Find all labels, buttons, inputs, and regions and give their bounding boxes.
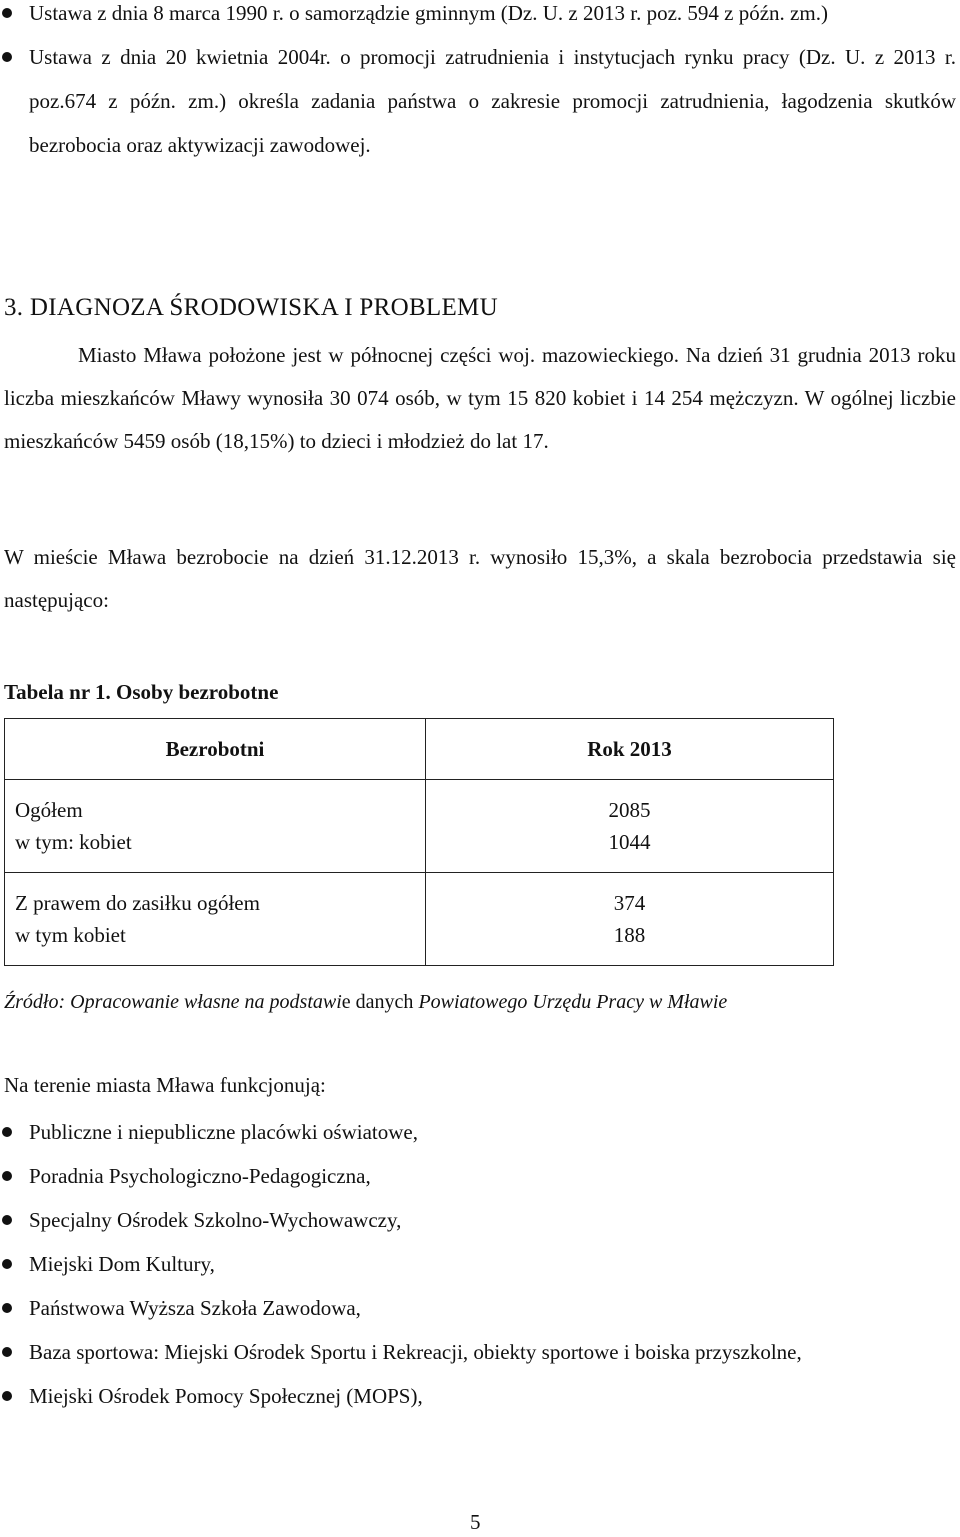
unemployment-paragraph: W mieście Mława bezrobocie na dzień 31.12.2013 r. wynosiło 15,3%, a skala bezrobocia przedstawia się następująco:: [4, 545, 956, 612]
list-item: [0, 1198, 960, 1242]
bullet-icon: [2, 1127, 12, 1137]
table-source-note: [4, 991, 727, 1014]
table-header-cell: Bezrobotni: [5, 719, 426, 780]
bullet-icon: [2, 52, 12, 62]
source-text-italic: Powiatowego Urzędu Pracy w Mławie: [418, 991, 728, 1013]
list-item: [0, 1286, 960, 1330]
list-item: [0, 1154, 960, 1198]
source-text-italic: Źródło: Opracowanie własne na podstawi: [4, 991, 342, 1013]
table-cell-label: Ogółem: [5, 780, 426, 827]
unemployed-table: [4, 718, 834, 966]
institution-text: Specjalny Ośrodek Szkolno-Wychowawczy,: [29, 1208, 402, 1232]
table-row: [5, 826, 834, 873]
table-cell-value: 374: [426, 873, 834, 920]
legal-act-text: Ustawa z dnia 8 marca 1990 r. o samorządzie gminnym (Dz. U. z 2013 r. poz. 594 z późn. zm.): [29, 1, 828, 25]
bullet-icon: [2, 1171, 12, 1181]
list-item: [0, 0, 960, 35]
legal-act-text: Ustawa z dnia 20 kwietnia 2004r. o promocji zatrudnienia i instytucjach rynku pracy (Dz. U. z 2013 r. poz.674 z późn. zm.) określa zadania państwa o zakresie promocji zatrudnienia, łagodzenia skutków bezrobocia oraz aktywizacji zawodowej.: [29, 45, 956, 157]
table-row: [5, 873, 834, 920]
table-cell-label: w tym kobiet: [5, 919, 426, 966]
bullet-icon: [2, 1259, 12, 1269]
table-row: [5, 919, 834, 966]
legal-acts-list: [0, 0, 960, 167]
population-paragraph: Miasto Mława położone jest w północnej części woj. mazowieckiego. Na dzień 31 grudnia 2013 roku liczba mieszkańców Mławy wynosiła 30 074 osób, w tym 15 820 kobiet i 14 254 mężczyzn. W ogólnej liczbie mieszkańców 5459 osób (18,15%) to dzieci i młodzież do lat 17.: [4, 343, 956, 453]
institution-text: Państwowa Wyższa Szkoła Zawodowa,: [29, 1296, 361, 1320]
institution-text: Baza sportowa: Miejski Ośrodek Sportu i Rekreacji, obiekty sportowe i boiska przyszkolne,: [29, 1340, 802, 1364]
list-item: [0, 35, 960, 167]
institutions-list: [0, 1110, 960, 1418]
list-item: [0, 1242, 960, 1286]
table-caption: Tabela nr 1. Osoby bezrobotne: [4, 680, 279, 704]
institution-text: Poradnia Psychologiczno-Pedagogiczna,: [29, 1164, 371, 1188]
table-cell-value: 188: [426, 919, 834, 966]
table-cell-value: 2085: [426, 780, 834, 827]
table-cell-label: w tym: kobiet: [5, 826, 426, 873]
table-row: [5, 780, 834, 827]
institution-text: Publiczne i niepubliczne placówki oświatowe,: [29, 1120, 418, 1144]
table-header-cell: Rok 2013: [426, 719, 834, 780]
list-item: [0, 1110, 960, 1154]
bullet-icon: [2, 1303, 12, 1313]
section-heading: 3. DIAGNOZA ŚRODOWISKA I PROBLEMU: [4, 294, 498, 321]
table-cell-value: 1044: [426, 826, 834, 873]
bullet-icon: [2, 1347, 12, 1357]
table-cell-label: Z prawem do zasiłku ogółem: [5, 873, 426, 920]
bullet-icon: [2, 1391, 12, 1401]
source-text-plain: e danych: [341, 991, 419, 1013]
institution-text: Miejski Ośrodek Pomocy Społecznej (MOPS),: [29, 1384, 423, 1408]
institutions-intro: Na terenie miasta Mława funkcjonują:: [4, 1073, 326, 1097]
list-item: [0, 1374, 960, 1418]
institution-text: Miejski Dom Kultury,: [29, 1252, 215, 1276]
bullet-icon: [2, 8, 12, 18]
page-number: 5: [470, 1510, 481, 1534]
bullet-icon: [2, 1215, 12, 1225]
list-item: [0, 1330, 960, 1374]
table-header-row: [5, 719, 834, 780]
